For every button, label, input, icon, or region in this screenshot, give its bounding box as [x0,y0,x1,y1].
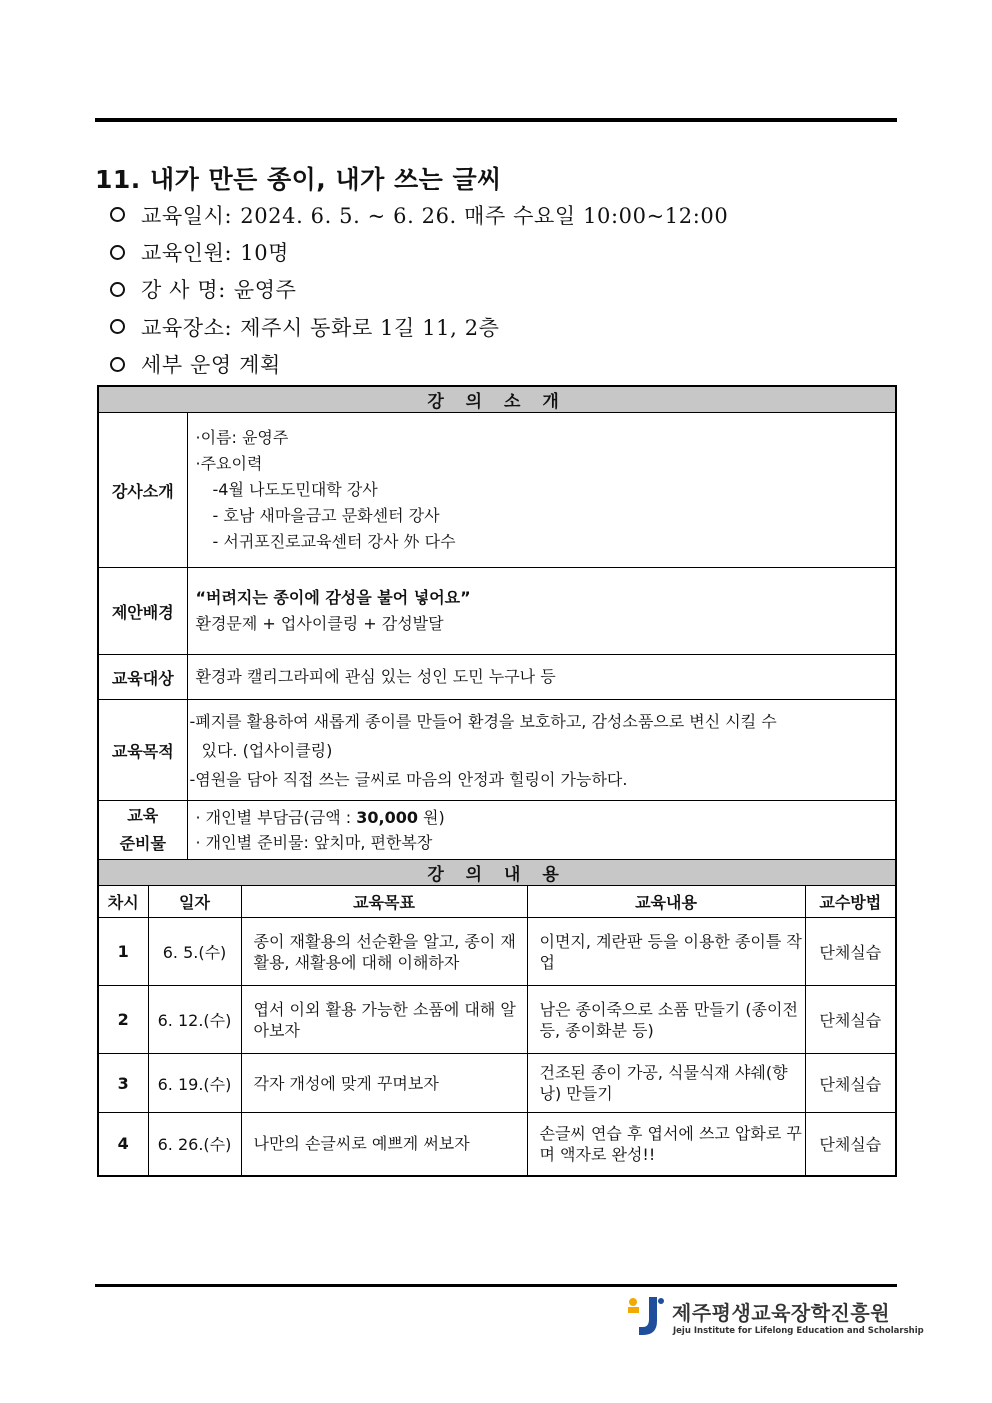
bottom-rule [95,1284,897,1287]
table-row: 4 6. 26.(수) 나만의 손글씨로 예쁘게 써보자 손글씨 연습 후 엽서에 쓰고 압화로 꾸며 액자로 완성!! 단체실습 [98,1113,896,1176]
top-rule [95,118,897,122]
header-goal: 교육목표 [241,886,527,918]
table-row: 1 6. 5.(수) 종이 재활용의 선순환을 알고, 종이 재활용, 새활용에 대해 이해하자 이면지, 계란판 등을 이용한 종이틀 작업 단체실습 [98,918,896,986]
info-people: 교육인원: 10명 [106,233,728,270]
content-section-header: 강 의 내 용 [98,860,896,886]
info-place: 교육장소: 제주시 동화로 1길 11, 2층 [106,308,728,345]
page-title: 11. 내가 만든 종이, 내가 쓰는 글씨 [95,165,502,194]
background-label: 제안배경 [98,568,187,655]
info-list [106,196,728,383]
header-date: 일자 [148,886,241,918]
circle-bullet-icon [110,282,125,297]
materials-content: · 개인별 부담금(금액 : 30,000 원) · 개인별 준비물: 앞치마, 편한복장 [187,801,896,860]
program-table [97,385,897,1177]
table-row: 2 6. 12.(수) 엽서 이외 활용 가능한 소품에 대해 알아보자 남은 종이죽으로 소품 만들기 (종이전등, 종이화분 등) 단체실습 [98,986,896,1054]
instructor-content: ·이름: 윤영주 ·주요이력 -4월 나도도민대학 강사 - 호남 새마을금고 문화센터 강사 - 서귀포진로교육센터 강사 外 다수 [187,413,896,568]
table-row: 3 6. 19.(수) 각자 개성에 맞게 꾸며보자 건조된 종이 가공, 식물식재 샤쉐(향낭) 만들기 단체실습 [98,1054,896,1113]
goal-label: 교육목적 [98,700,187,801]
circle-bullet-icon [110,207,125,222]
materials-label: 교육 준비물 [98,801,187,860]
circle-bullet-icon [110,245,125,260]
org-logo [625,1293,924,1343]
header-session: 차시 [98,886,148,918]
org-logo-icon [625,1293,667,1339]
info-date: 교육일시: 2024. 6. 5. ~ 6. 26. 매주 수요일 10:00~12:00 [106,196,728,233]
info-plan: 세부 운영 계획 [106,346,728,383]
target-content: 환경과 캘리그라피에 관심 있는 성인 도민 누구나 등 [187,655,896,700]
intro-section-header: 강 의 소 개 [98,386,896,413]
circle-bullet-icon [110,357,125,372]
goal-content: -폐지를 활용하여 새롭게 종이를 만들어 환경을 보호하고, 감성소품으로 변신 시킬 수 있다. (업사이클링) -염원을 담아 직접 쓰는 글씨로 마음의 안정과 힐링이 가능하다. [187,700,896,801]
instructor-label: 강사소개 [98,413,187,568]
header-method: 교수방법 [805,886,896,918]
info-instructor: 강 사 명: 윤영주 [106,271,728,308]
circle-bullet-icon [110,319,125,334]
header-detail: 교육내용 [527,886,805,918]
org-name: 제주평생교육장학진흥원 [672,1301,891,1325]
background-content: “버려지는 종이에 감성을 불어 넣어요” 환경문제 + 업사이클링 + 감성발달 [187,568,896,655]
org-subtitle: Jeju Institute for Lifelong Education and Scholarship [673,1326,924,1336]
target-label: 교육대상 [98,655,187,700]
